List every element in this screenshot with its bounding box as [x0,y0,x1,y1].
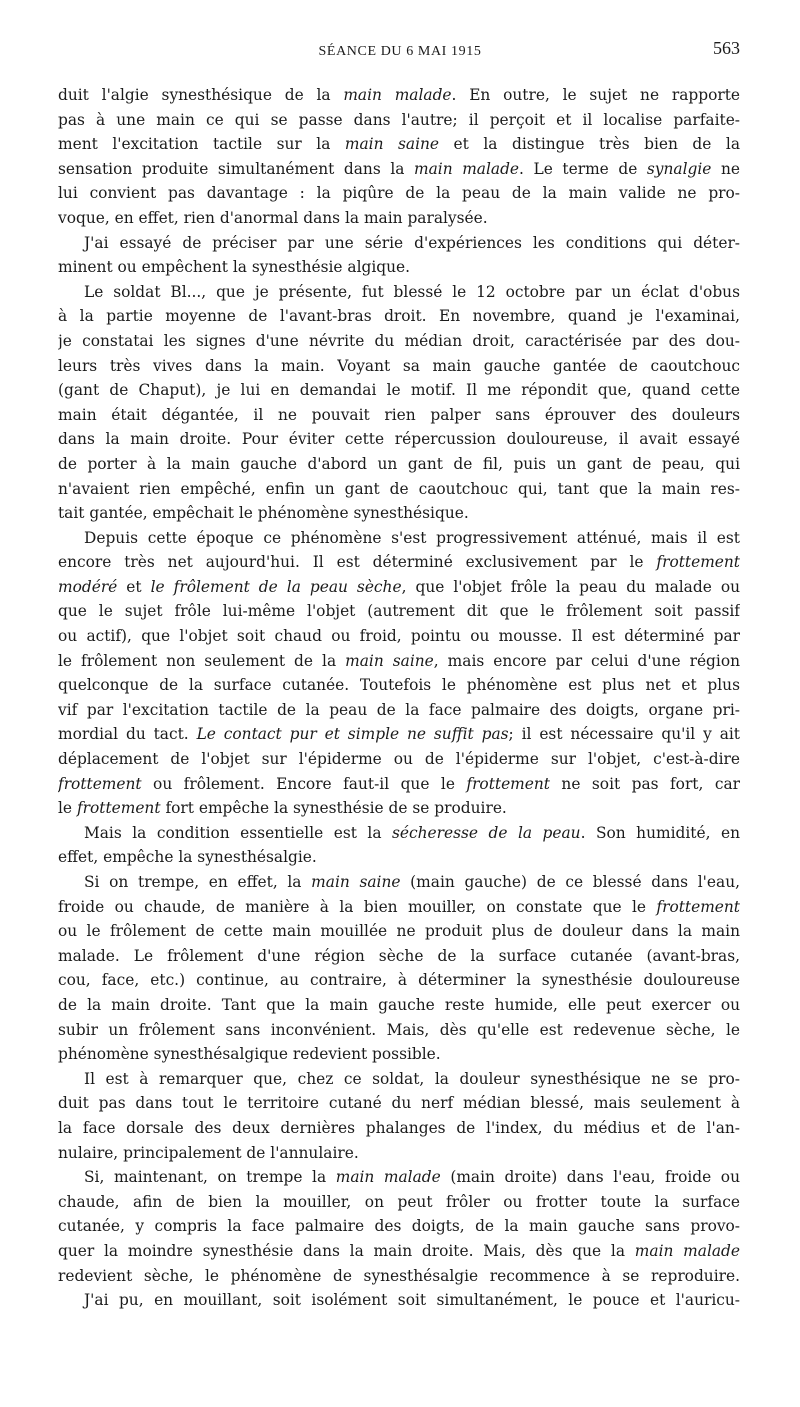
text-line: de la main droite. Tant que la main gauche reste humide, elle peut exercer ou [58,995,740,1014]
text-line: phénomène synesthésalgique redevient possible. [58,1045,441,1064]
text-line: (gant de Chaput), je lui en demandai le motif. Il me répondit que, quand cette [58,381,740,400]
text-line: la face dorsale des deux dernières phalanges de l'index, du médius et de l'an- [58,1118,740,1137]
text-line: malade. Le frôlement d'une région sèche de la surface cutanée (avant-bras, [58,946,740,965]
page-number: 563 [713,38,740,58]
text-line: à la partie moyenne de l'avant-bras droit. En novembre, quand je l'examinai, [58,307,740,326]
text-line: pas à une main ce qui se passe dans l'autre; il perçoit et il localise parfaite- [58,110,740,129]
text-line: Mais la condition essentielle est la sécheresse de la peau. Son humidité, en [84,823,740,842]
text-line: voque, en effet, rien d'anormal dans la main paralysée. [58,208,488,227]
text-line: ment l'excitation tactile sur la main saine et la distingue très bien de la [58,135,740,154]
text-line: ou le frôlement de cette main mouillée ne produit plus de douleur dans la main [58,922,740,941]
text-line: déplacement de l'objet sur l'épiderme ou de l'épiderme sur l'objet, c'est-à-dire [58,750,740,769]
running-head: SÉANCE DU 6 MAI 1915 [318,44,482,59]
text-line: minent ou empêchent la synesthésie algique. [58,258,411,277]
text-line: ou actif), que l'objet soit chaud ou froid, pointu ou mousse. Il est déterminé par [58,627,740,646]
text-line: de porter à la main gauche d'abord un gant de fil, puis un gant de peau, qui [58,454,740,473]
text-line: lui convient pas davantage : la piqûre de la peau de la main valide ne pro- [58,184,740,203]
text-line: mordial du tact. Le contact pur et simple ne suffit pas; il est nécessaire qu'il y ait [58,725,740,744]
page-header [60,38,740,68]
text-line: nulaire, principalement de l'annulaire. [58,1143,359,1162]
text-line: subir un frôlement sans inconvénient. Mais, dès qu'elle est redevenue sèche, le [58,1020,740,1039]
text-line: quelconque de la surface cutanée. Toutefois le phénomène est plus net et plus [58,676,740,695]
text-line: duit l'algie synesthésique de la main malade. En outre, le sujet ne rapporte [58,86,740,104]
text-line: le frôlement non seulement de la main saine, mais encore par celui d'une région [58,651,740,670]
text-line: J'ai pu, en mouillant, soit isolément soit simultanément, le pouce et l'auricu- [84,1291,740,1310]
text-line: tait gantée, empêchait le phénomène synesthésique. [58,504,469,523]
text-line: je constatai les signes d'une névrite du médian droit, caractérisée par des dou- [58,331,740,350]
text-line: leurs très vives dans la main. Voyant sa main gauche gantée de caoutchouc [58,356,740,375]
text-line: vif par l'excitation tactile de la peau de la face palmaire des doigts, organe pri- [58,700,740,719]
text-line: cutanée, y compris la face palmaire des doigts, de la main gauche sans provo- [58,1217,740,1236]
article-body [58,83,740,1313]
text-line: effet, empêche la synesthésalgie. [58,848,317,867]
text-line: quer la moindre synesthésie dans la main droite. Mais, dès que la main malade [58,1241,740,1260]
text-line: Depuis cette époque ce phénomène s'est progressivement atténué, mais il est [84,528,740,547]
text-line: le frottement fort empêche la synesthésie de se produire. [58,799,507,818]
text-line: froide ou chaude, de manière à la bien mouiller, on constate que le frottement [58,897,740,916]
text-line: duit pas dans tout le territoire cutané du nerf médian blessé, mais seulement à [58,1094,740,1113]
text-line: main était dégantée, il ne pouvait rien palper sans éprouver des douleurs [58,405,740,424]
text-line: encore très net aujourd'hui. Il est déterminé exclusivement par le frottement [58,553,740,572]
text-line: cou, face, etc.) continue, au contraire, à déterminer la synesthésie douloureuse [58,971,740,990]
text-line: modéré et le frôlement de la peau sèche, que l'objet frôle la peau du malade ou [58,577,740,596]
text-line: Si on trempe, en effet, la main saine (main gauche) de ce blessé dans l'eau, [84,873,740,891]
text-line: dans la main droite. Pour éviter cette répercussion douloureuse, il avait essayé [58,430,740,449]
text-line: J'ai essayé de préciser par une série d'expériences les conditions qui déter- [84,233,740,252]
text-line: que le sujet frôle lui-même l'objet (autrement dit que le frôlement soit passif [58,602,740,621]
text-line: n'avaient rien empêché, enfin un gant de caoutchouc qui, tant que la main res- [58,479,740,498]
text-line: Si, maintenant, on trempe la main malade (main droite) dans l'eau, froide ou [84,1168,740,1187]
text-line: redevient sèche, le phénomène de synesthésalgie recommence à se reproduire. [58,1266,740,1285]
text-line: chaude, afin de bien la mouiller, on peut frôler ou frotter toute la surface [58,1192,740,1211]
text-line: sensation produite simultanément dans la main malade. Le terme de synalgie ne [58,159,740,178]
text-line: Il est à remarquer que, chez ce soldat, la douleur synesthésique ne se pro- [84,1069,740,1088]
text-line: frottement ou frôlement. Encore faut-il que le frottement ne soit pas fort, car [58,774,740,793]
text-line: Le soldat Bl..., que je présente, fut blessé le 12 octobre par un éclat d'obus [84,282,740,301]
